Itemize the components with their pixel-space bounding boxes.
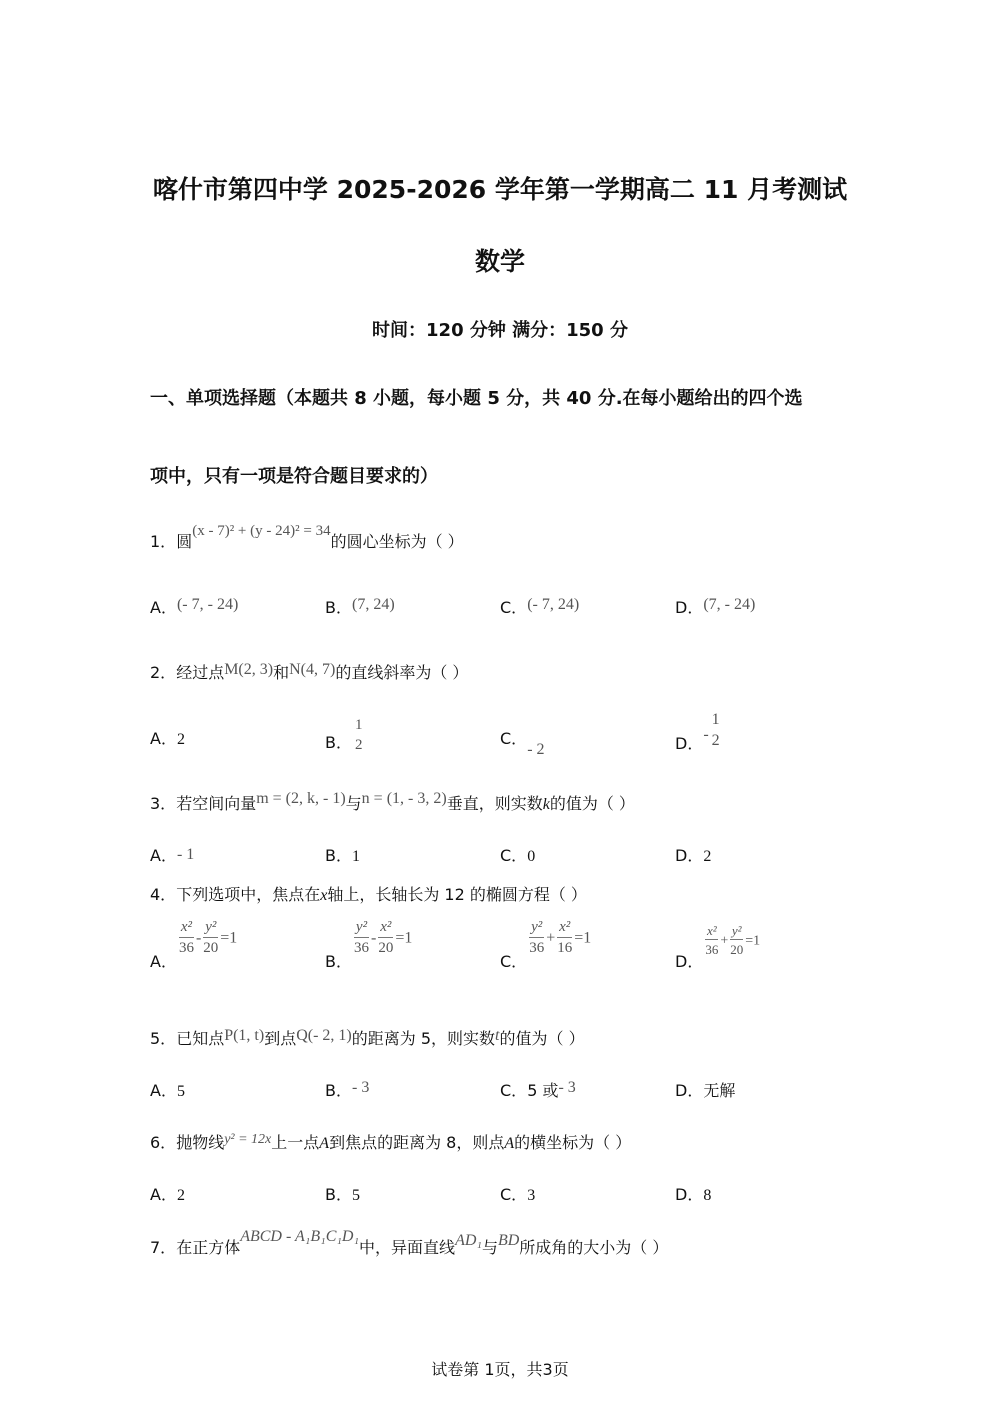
option-label: B． <box>325 598 352 617</box>
option-c[interactable] <box>500 1078 576 1101</box>
question-text: 轴上，长轴长为 12 的椭圆方程（ ） <box>327 885 587 904</box>
math-line-ad1: AD₁ <box>455 1232 482 1249</box>
math-expression: y² = 12x <box>224 1132 272 1147</box>
math-expression: (x - 7)² + (y - 24)² = 34 <box>192 523 331 539</box>
option-label: A． <box>150 1185 177 1204</box>
question-text: 在正方体 <box>176 1238 241 1257</box>
option-value: (- 7, - 24) <box>176 596 239 613</box>
option-a[interactable] <box>150 726 185 749</box>
option-c[interactable] <box>500 843 535 866</box>
question-2 <box>150 660 468 683</box>
option-text: 无解 <box>703 1081 736 1100</box>
option-b[interactable] <box>325 595 395 618</box>
question-number: 7． <box>150 1238 177 1257</box>
option-c[interactable] <box>500 726 545 758</box>
fraction: $\frac{\text{x²}}{20}$ <box>378 919 394 956</box>
math-variable: A <box>504 1135 515 1152</box>
option-label: B． <box>325 1081 352 1100</box>
question-6 <box>150 1130 631 1153</box>
math-line-bd: BD <box>497 1232 520 1249</box>
option-text: 5 或 <box>527 1081 559 1100</box>
option-d[interactable] <box>675 1182 711 1205</box>
option-value: (7, 24) <box>351 596 395 613</box>
math-point-m: M(2, 3) <box>224 661 274 678</box>
question-text: 经过点 <box>176 663 225 682</box>
option-c[interactable] <box>500 919 592 971</box>
question-text: 下列选项中，焦点在 <box>176 885 321 904</box>
option-value: - 2 <box>527 741 545 758</box>
math-vector-m: m = (2, k, - 1) <box>256 790 346 807</box>
math-variable: k <box>542 796 550 813</box>
option-label: D． <box>675 951 704 971</box>
option-label: C． <box>500 951 528 971</box>
option-label: C． <box>500 1081 528 1100</box>
option-label: D． <box>675 846 704 865</box>
question-number: 5． <box>150 1029 177 1048</box>
option-label: D． <box>675 1185 704 1204</box>
fraction: $\frac{\text{x²}}{36}$ <box>178 919 194 956</box>
option-label: C． <box>500 846 528 865</box>
option-value: 3 <box>527 1187 536 1204</box>
option-a[interactable] <box>150 1078 185 1101</box>
question-text: 到焦点的距离为 8，则点 <box>329 1133 505 1152</box>
option-label: A． <box>150 951 177 971</box>
option-label: B． <box>325 951 352 971</box>
fraction: $\frac{\text{y²}}{20}$ <box>203 919 219 956</box>
question-number: 6． <box>150 1133 177 1152</box>
question-text: 上一点 <box>271 1133 320 1152</box>
math-variable: A <box>319 1135 330 1152</box>
question-text: 与 <box>345 794 362 813</box>
option-sign: - <box>703 726 709 743</box>
operator: - <box>195 929 202 947</box>
question-3 <box>150 791 635 814</box>
option-label: B． <box>325 846 352 865</box>
section-heading-line2: 项中，只有一项是符合题目要求的） <box>150 466 438 487</box>
option-value: - 3 <box>558 1079 576 1096</box>
option-label: A． <box>150 1081 177 1100</box>
option-d[interactable] <box>675 595 755 618</box>
math-point-p: P(1, t) <box>224 1027 265 1044</box>
option-c[interactable] <box>500 595 579 618</box>
option-label: C． <box>500 1185 528 1204</box>
exam-subject: 数学 <box>474 247 525 276</box>
option-d[interactable] <box>675 1078 735 1101</box>
option-label: C． <box>500 598 528 617</box>
option-value: (- 7, 24) <box>527 596 580 613</box>
question-number: 4． <box>150 885 177 904</box>
exam-title: 喀什市第四中学 2025-2026 学年第一学期高二 11 月考测试 <box>152 175 848 204</box>
question-text: 若空间向量 <box>176 794 257 813</box>
option-label: A． <box>150 598 177 617</box>
question-text: 与 <box>481 1238 498 1257</box>
option-label: D． <box>675 734 704 753</box>
fraction: $\frac{\text{x²}}{36}$ <box>705 923 719 957</box>
option-value: 2 <box>703 848 712 865</box>
question-4 <box>150 882 587 905</box>
option-a[interactable] <box>150 595 238 618</box>
question-text: 所成角的大小为（ ） <box>519 1238 669 1257</box>
math-variable: t <box>495 1027 500 1044</box>
question-5 <box>150 1026 585 1049</box>
option-value: 5 <box>351 1187 360 1204</box>
option-a[interactable] <box>150 843 194 866</box>
option-d[interactable] <box>675 711 723 753</box>
math-variable: x <box>320 887 328 904</box>
option-value: 0 <box>527 848 536 865</box>
equals-one: =1 <box>574 929 592 947</box>
fraction: $\frac{\text{y²}}{36}$ <box>353 919 369 956</box>
question-text: 垂直，则实数 <box>446 794 543 813</box>
question-number: 1． <box>150 532 177 551</box>
fraction: 1 2 <box>354 717 363 753</box>
question-text: 到点 <box>264 1029 297 1048</box>
question-text: 的横坐标为（ ） <box>514 1133 632 1152</box>
option-b[interactable] <box>325 919 413 971</box>
equals-one: =1 <box>220 929 238 947</box>
option-label: D． <box>675 1081 704 1100</box>
question-text: 的直线斜率为（ ） <box>335 663 469 682</box>
option-b[interactable] <box>325 718 365 753</box>
option-value: - 1 <box>176 846 195 863</box>
math-cube: ABCD - A₁B₁C₁D₁ <box>240 1228 360 1245</box>
question-1 <box>150 523 464 552</box>
question-text: 的值为（ ） <box>549 794 635 813</box>
question-text: 的值为（ ） <box>499 1029 585 1048</box>
option-a[interactable] <box>150 919 238 971</box>
math-point-q: Q(- 2, 1) <box>296 1027 352 1044</box>
fraction: $\frac{\text{y²}}{36}$ <box>529 919 545 956</box>
option-a[interactable] <box>150 1182 185 1205</box>
fraction: $\frac{\text{y²}}{20}$ <box>730 923 744 957</box>
math-point-n: N(4, 7) <box>289 661 336 678</box>
operator: + <box>546 929 556 947</box>
option-d[interactable] <box>675 923 761 971</box>
question-number: 3． <box>150 794 177 813</box>
section-heading-line1: 一、单项选择题（本题共 8 小题，每小题 5 分，共 40 分.在每小题给出的四个选 <box>150 388 803 409</box>
question-text: 的圆心坐标为（ ） <box>330 532 464 551</box>
equals-one: =1 <box>745 933 761 949</box>
page-footer: 试卷第 1页，共3页 <box>431 1360 569 1379</box>
option-b[interactable] <box>325 843 360 866</box>
question-text: 中，异面直线 <box>359 1238 456 1257</box>
option-b[interactable] <box>325 1078 369 1101</box>
option-value: 1 <box>351 848 360 865</box>
option-value: 5 <box>176 1083 185 1100</box>
question-text: 的距离为 5，则实数 <box>351 1029 496 1048</box>
option-c[interactable] <box>500 1182 535 1205</box>
option-value: (7, - 24) <box>703 596 756 613</box>
question-text: 抛物线 <box>176 1133 225 1152</box>
operator: + <box>720 933 729 949</box>
option-value: - 3 <box>351 1079 370 1096</box>
exam-time-info: 时间：120 分钟 满分：150 分 <box>372 320 628 341</box>
math-vector-n: n = (1, - 3, 2) <box>361 790 447 807</box>
equals-one: =1 <box>395 929 413 947</box>
option-label: D． <box>675 598 704 617</box>
option-label: A． <box>150 729 177 748</box>
option-label: B． <box>325 733 352 752</box>
question-number: 2． <box>150 663 177 682</box>
option-value: 2 <box>176 1187 185 1204</box>
option-d[interactable] <box>675 843 711 866</box>
fraction: 1 2 <box>711 711 720 749</box>
operator: - <box>370 929 377 947</box>
option-label: B． <box>325 1185 352 1204</box>
question-7 <box>150 1228 669 1258</box>
option-value: 2 <box>176 731 185 748</box>
question-text: 和 <box>273 663 290 682</box>
option-label: A． <box>150 846 177 865</box>
fraction: $\frac{\text{x²}}{16}$ <box>557 919 573 956</box>
option-b[interactable] <box>325 1182 360 1205</box>
question-text: 已知点 <box>176 1029 225 1048</box>
option-label: C． <box>500 729 528 748</box>
option-value: 8 <box>703 1187 712 1204</box>
question-text: 圆 <box>176 532 193 551</box>
